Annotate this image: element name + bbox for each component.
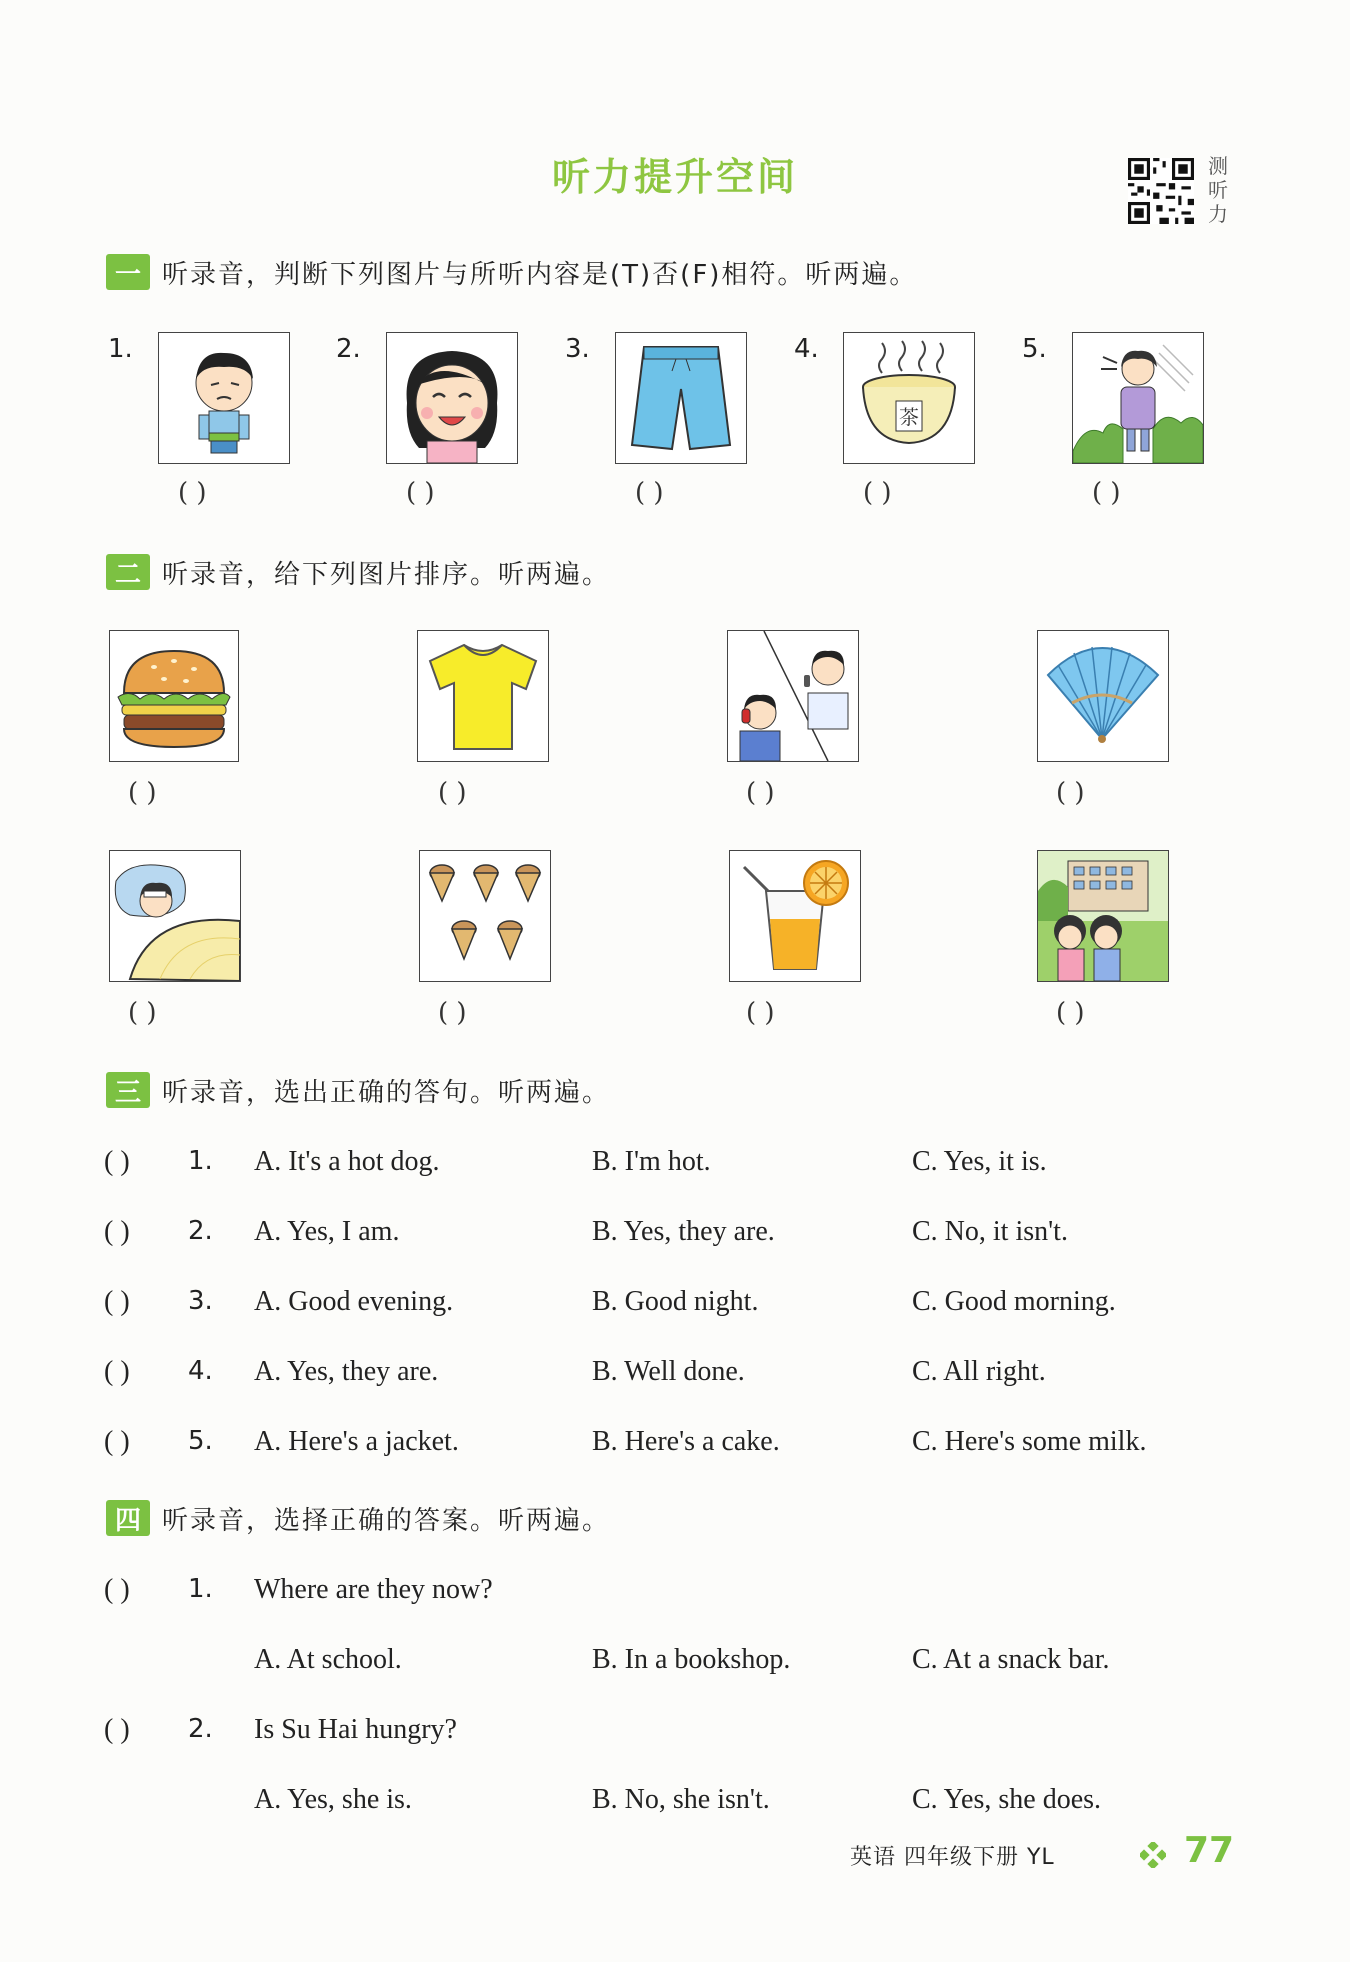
s1-picture-4 (843, 332, 975, 464)
page-title: 听力提升空间 (551, 155, 798, 199)
s3-q5-answer-bracket[interactable]: ( ) (104, 1426, 130, 1457)
s2-answer-8[interactable]: ( ) (1056, 998, 1085, 1028)
s3-q2-number: 2. (188, 1216, 213, 1246)
s4-q1-number: 1. (188, 1574, 213, 1604)
s3-q1-option-c: C. Yes, it is. (912, 1146, 1047, 1177)
s3-q3-option-b: B. Good night. (592, 1286, 759, 1317)
s3-q3-option-c: C. Good morning. (912, 1286, 1116, 1317)
s4-q1-question: Where are they now? (254, 1574, 493, 1605)
phone-call-icon (728, 631, 858, 761)
qr-label: 测听力 (1208, 154, 1228, 226)
smiling-girl-icon (387, 333, 517, 463)
section-4-header (106, 1498, 610, 1538)
s3-q5-option-b: B. Here's a cake. (592, 1426, 780, 1457)
s2-picture-6 (419, 850, 551, 982)
section-3-instruction: 听录音，选出正确的答句。听两遍。 (162, 1077, 611, 1108)
s1-picture-3 (615, 332, 747, 464)
s4-q2-option-a: A. Yes, she is. (254, 1784, 412, 1815)
page-number: 77 (1184, 1830, 1235, 1871)
cold-girl-icon (1073, 333, 1203, 463)
s2-answer-4[interactable]: ( ) (1056, 778, 1085, 808)
s2-answer-5[interactable]: ( ) (128, 998, 157, 1028)
s2-picture-4 (1037, 630, 1169, 762)
s4-q2-option-c: C. Yes, she does. (912, 1784, 1102, 1815)
section-1-header (106, 252, 917, 292)
s3-q3-option-a: A. Good evening. (254, 1286, 454, 1317)
s1-item-3-number: 3. (565, 334, 590, 364)
section-1-instruction: 听录音，判断下列图片与所听内容是(T)否(F)相符。听两遍。 (162, 259, 918, 290)
qr-code-icon[interactable] (1128, 158, 1194, 224)
s4-q2-answer-bracket[interactable]: ( ) (104, 1714, 130, 1745)
s3-q4-option-c: C. All right. (912, 1356, 1046, 1387)
s3-q3-answer-bracket[interactable]: ( ) (104, 1286, 130, 1317)
s1-item-4-number: 4. (794, 334, 819, 364)
ice-creams-icon (420, 851, 550, 981)
s1-answer-4[interactable]: ( ) (863, 478, 892, 508)
s3-q2-option-b: B. Yes, they are. (592, 1216, 775, 1247)
tea-character: 茶 (899, 405, 919, 429)
s2-answer-2[interactable]: ( ) (438, 778, 467, 808)
s1-item-2-number: 2. (336, 334, 361, 364)
s2-picture-2 (417, 630, 549, 762)
s4-q1-answer-bracket[interactable]: ( ) (104, 1574, 130, 1605)
s3-q2-option-a: A. Yes, I am. (254, 1216, 400, 1247)
s3-q2-answer-bracket[interactable]: ( ) (104, 1216, 130, 1247)
s2-picture-7 (729, 850, 861, 982)
s3-q4-option-a: A. Yes, they are. (254, 1356, 439, 1387)
s4-q2-option-b: B. No, she isn't. (592, 1784, 770, 1815)
s3-q5-option-a: A. Here's a jacket. (254, 1426, 459, 1457)
school-kids-icon (1038, 851, 1168, 981)
s2-answer-3[interactable]: ( ) (746, 778, 775, 808)
s3-q5-number: 5. (188, 1426, 213, 1456)
s2-answer-7[interactable]: ( ) (746, 998, 775, 1028)
section-4-instruction: 听录音，选择正确的答案。听两遍。 (162, 1505, 611, 1536)
section-3-badge: 三 (106, 1072, 150, 1108)
s2-answer-6[interactable]: ( ) (438, 998, 467, 1028)
s2-picture-8 (1037, 850, 1169, 982)
section-2-instruction: 听录音，给下列图片排序。听两遍。 (162, 559, 611, 590)
footer-text: 英语 四年级下册 YL (850, 1845, 1055, 1870)
s1-item-1-number: 1. (108, 334, 133, 364)
s3-q4-number: 4. (188, 1356, 213, 1386)
shorts-icon (616, 333, 746, 463)
s1-item-5-number: 5. (1022, 334, 1047, 364)
s1-answer-3[interactable]: ( ) (635, 478, 664, 508)
s3-q1-number: 1. (188, 1146, 213, 1176)
s3-q1-option-a: A. It's a hot dog. (254, 1146, 440, 1177)
s2-answer-1[interactable]: ( ) (128, 778, 157, 808)
s4-q2-number: 2. (188, 1714, 213, 1744)
fan-icon (1038, 631, 1168, 761)
s1-picture-2 (386, 332, 518, 464)
sick-in-bed-icon (110, 851, 240, 981)
hot-tea-icon (844, 333, 974, 463)
s3-q5-option-c: C. Here's some milk. (912, 1426, 1147, 1457)
s3-q1-answer-bracket[interactable]: ( ) (104, 1146, 130, 1177)
s1-answer-5[interactable]: ( ) (1092, 478, 1121, 508)
sick-boy-icon (159, 333, 289, 463)
s1-picture-1 (158, 332, 290, 464)
juice-icon (730, 851, 860, 981)
s4-q1-option-b: B. In a bookshop. (592, 1644, 791, 1675)
section-2-header (106, 552, 610, 592)
section-1-badge: 一 (106, 254, 150, 290)
s3-q4-option-b: B. Well done. (592, 1356, 745, 1387)
s1-answer-1[interactable]: ( ) (178, 478, 207, 508)
s4-q1-option-a: A. At school. (254, 1644, 402, 1675)
s3-q2-option-c: C. No, it isn't. (912, 1216, 1068, 1247)
s3-q3-number: 3. (188, 1286, 213, 1316)
s2-picture-5 (109, 850, 241, 982)
s4-q1-option-c: C. At a snack bar. (912, 1644, 1110, 1675)
section-4-badge: 四 (106, 1500, 150, 1536)
diamond-icon (1140, 1842, 1166, 1868)
s1-picture-5 (1072, 332, 1204, 464)
s2-picture-1 (109, 630, 239, 762)
s2-picture-3 (727, 630, 859, 762)
s3-q1-option-b: B. I'm hot. (592, 1146, 711, 1177)
s3-q4-answer-bracket[interactable]: ( ) (104, 1356, 130, 1387)
section-3-header (106, 1070, 610, 1110)
hamburger-icon (110, 631, 238, 761)
yellow-tshirt-icon (418, 631, 548, 761)
section-2-badge: 二 (106, 554, 150, 590)
s4-q2-question: Is Su Hai hungry? (254, 1714, 457, 1745)
s1-answer-2[interactable]: ( ) (406, 478, 435, 508)
